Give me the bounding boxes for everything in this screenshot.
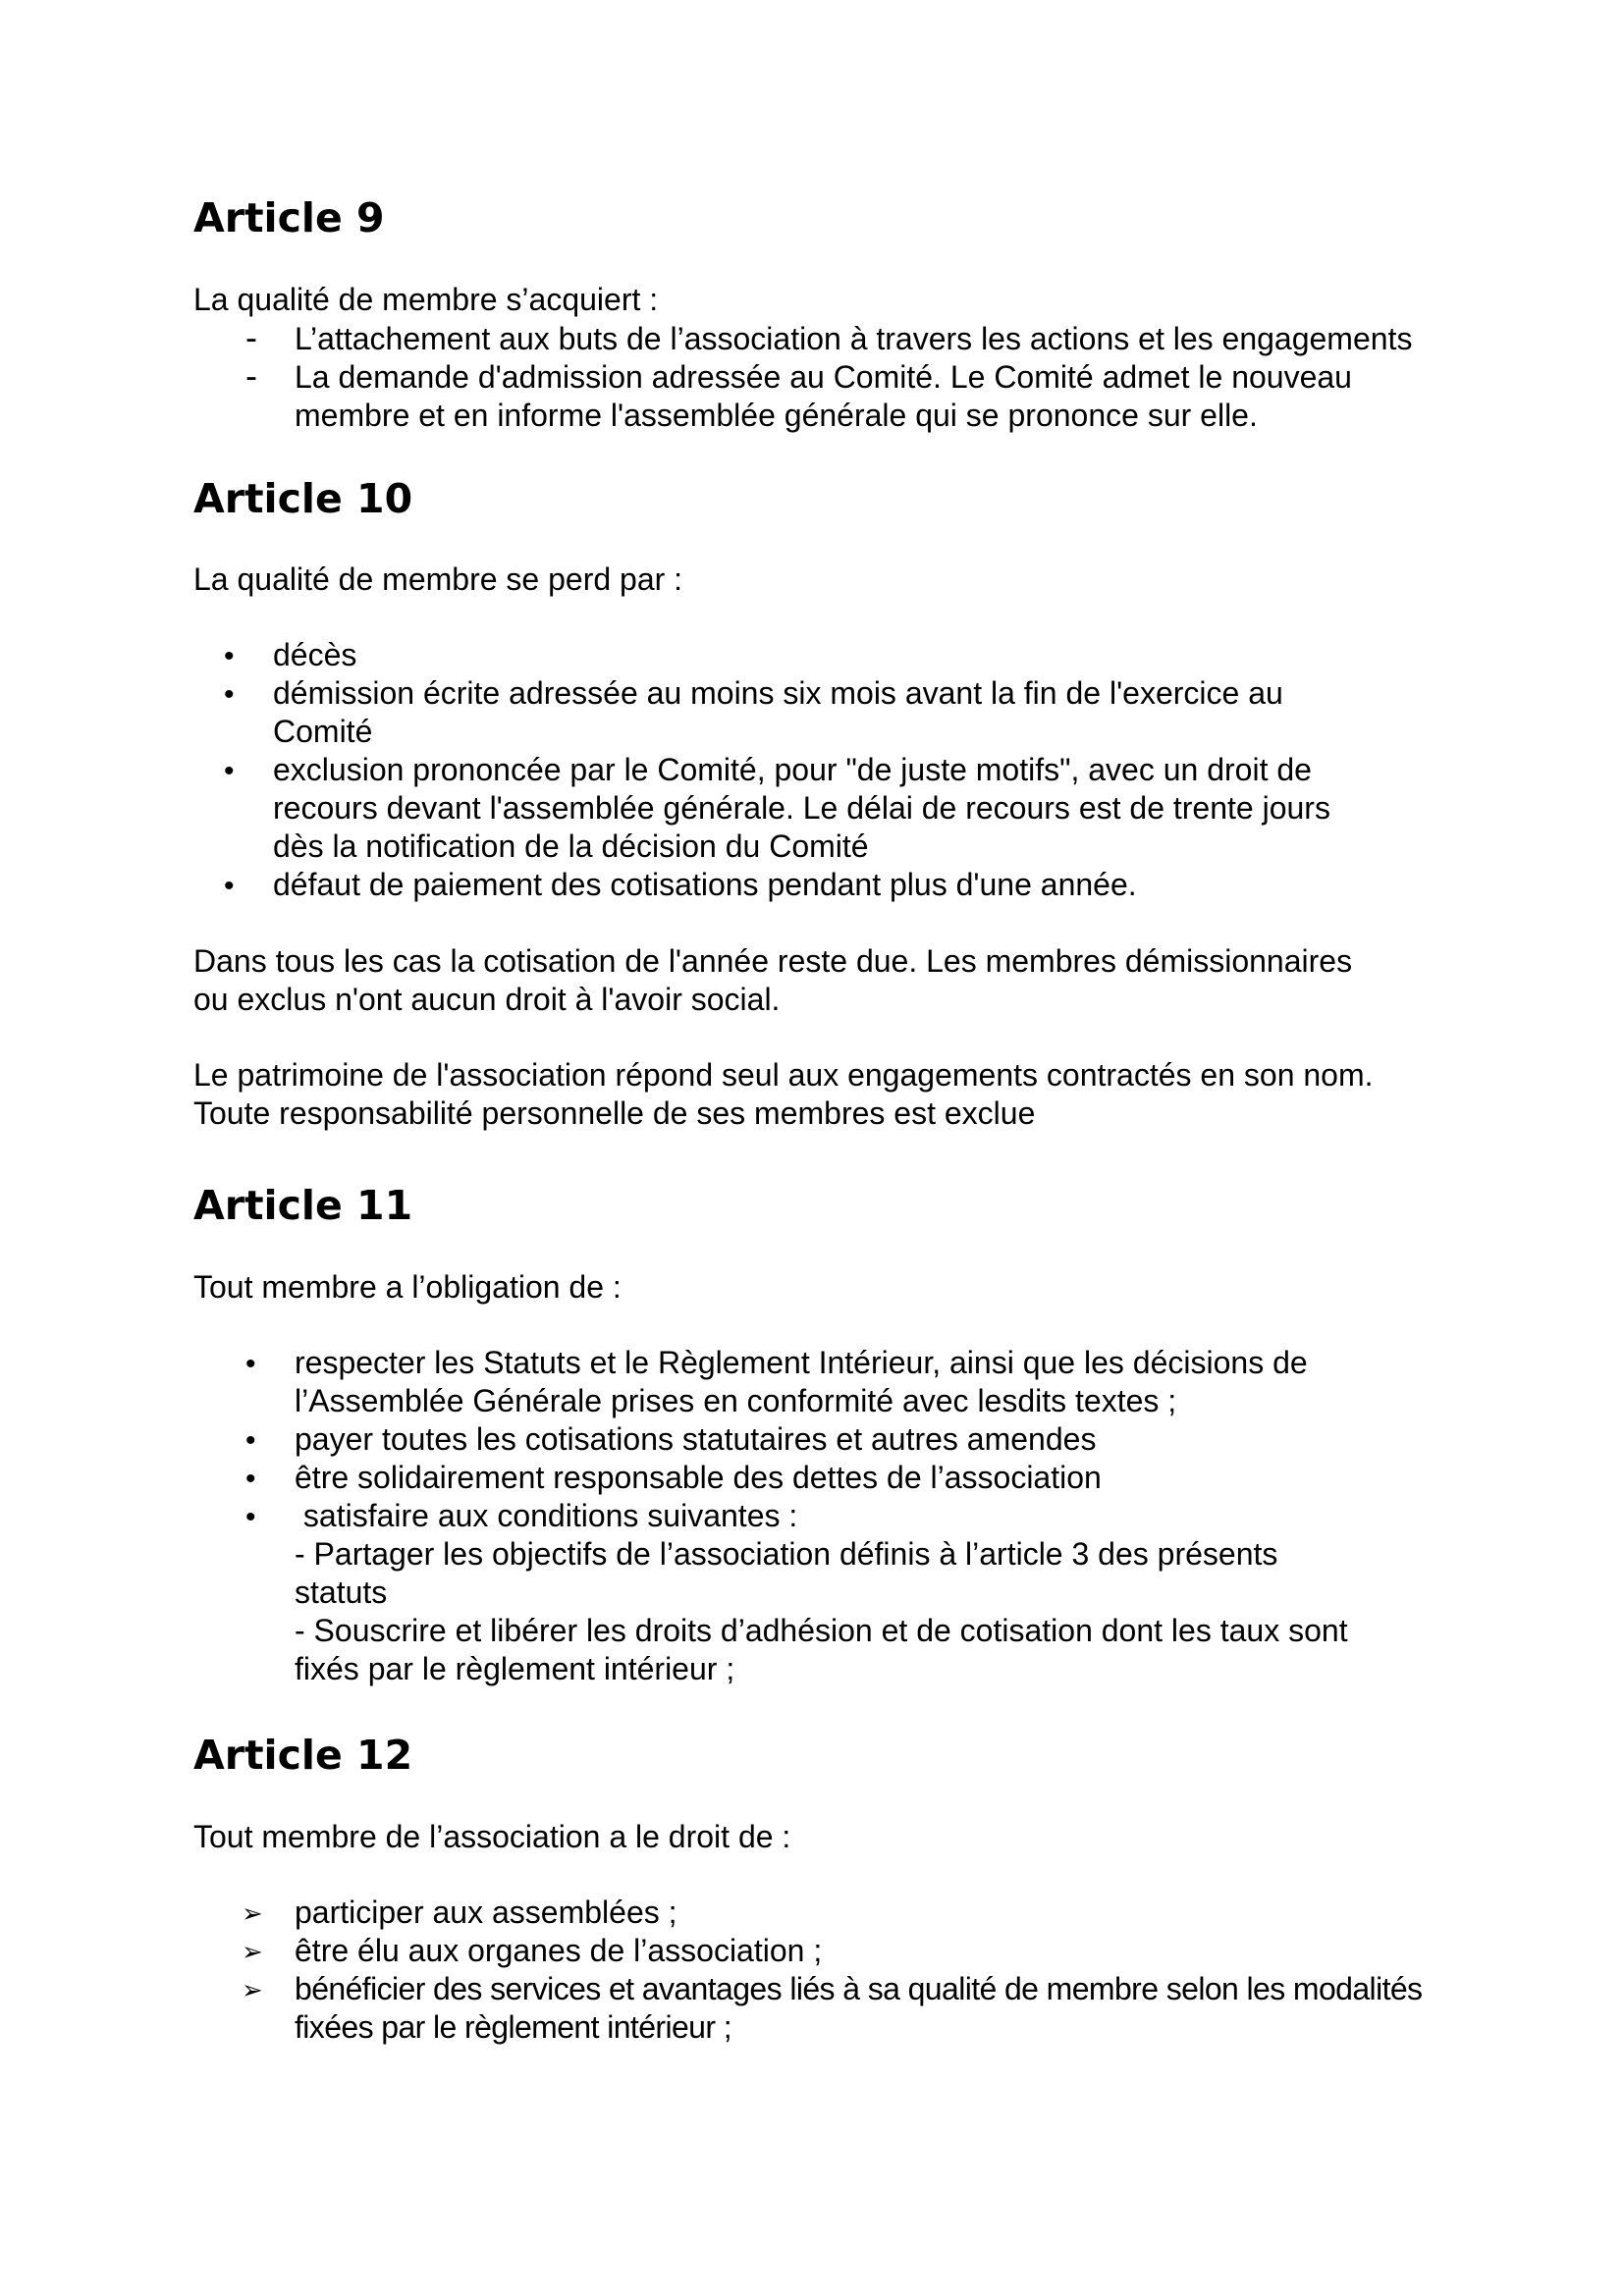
list-item: défaut de paiement des cotisations pendant plus d'une année.	[273, 867, 1137, 902]
bullet-marker: •	[245, 1424, 256, 1457]
list-item: La demande d'admission adressée au Comité. Le Comité admet le nouveau membre et en informe l'assemblée générale qui se prononce sur elle.	[295, 359, 1352, 433]
article-10-heading: Article 10	[193, 475, 413, 522]
article-9-heading: Article 9	[193, 194, 385, 241]
arrow-bullet-icon: ➢	[242, 1899, 263, 1929]
article-10-intro: La qualité de membre se perd par :	[193, 561, 683, 597]
bullet-marker: •	[224, 870, 235, 902]
dash-marker: -	[245, 355, 257, 396]
dash-marker: -	[245, 317, 257, 357]
article-10-paragraph-2: Le patrimoine de l'association répond seul aux engagements contractés en son nom. Toute responsabilité personnelle de ses membres est exclue	[193, 1057, 1374, 1131]
list-item: être élu aux organes de l’association ;	[295, 1933, 823, 1968]
article-11-intro: Tout membre a l’obligation de :	[193, 1269, 622, 1305]
list-item: respecter les Statuts et le Règlement Intérieur, ainsi que les décisions de l’Assemblée Générale prises en conformité avec lesdits textes ;	[295, 1345, 1308, 1418]
arrow-bullet-icon: ➢	[242, 1976, 263, 2005]
list-item: satisfaire aux conditions suivantes : - Partager les objectifs de l’association définis à l’article 3 des présents statuts - Souscrire et libérer les droits d’adhésion et de cotisation dont les taux sont fixés par le règlement intérieur ;	[295, 1498, 1348, 1686]
bullet-marker: •	[245, 1501, 256, 1533]
article-11-heading: Article 11	[193, 1182, 413, 1229]
article-9-intro: La qualité de membre s’acquiert :	[193, 282, 659, 317]
article-12-intro: Tout membre de l’association a le droit de :	[193, 1819, 791, 1854]
list-item: exclusion prononcée par le Comité, pour "de juste motifs", avec un droit de recours devant l'assemblée générale. Le délai de recours est de trente jours dès la notification de la décision du Comité	[273, 752, 1330, 864]
article-10-paragraph-1: Dans tous les cas la cotisation de l'année reste due. Les membres démissionnaires ou exclus n'ont aucun droit à l'avoir social.	[193, 943, 1353, 1017]
list-item: démission écrite adressée au moins six mois avant la fin de l'exercice au Comité	[273, 675, 1283, 749]
article-12-heading: Article 12	[193, 1732, 413, 1779]
bullet-marker: •	[224, 640, 235, 672]
bullet-marker: •	[224, 678, 235, 711]
bullet-marker: •	[224, 755, 235, 787]
list-item: L’attachement aux buts de l’association à travers les actions et les engagements	[295, 321, 1413, 356]
bullet-marker: •	[245, 1348, 256, 1380]
list-item: participer aux assemblées ;	[295, 1895, 677, 1930]
bullet-marker: •	[245, 1463, 256, 1495]
list-item: bénéficier des services et avantages liés à sa qualité de membre selon les modalités fixées par le règlement intérieur ;	[295, 1971, 1423, 2045]
arrow-bullet-icon: ➢	[242, 1938, 263, 1967]
list-item: être solidairement responsable des dettes de l’association	[295, 1460, 1102, 1495]
list-item: payer toutes les cotisations statutaires et autres amendes	[295, 1421, 1097, 1457]
list-item: décès	[273, 637, 357, 672]
